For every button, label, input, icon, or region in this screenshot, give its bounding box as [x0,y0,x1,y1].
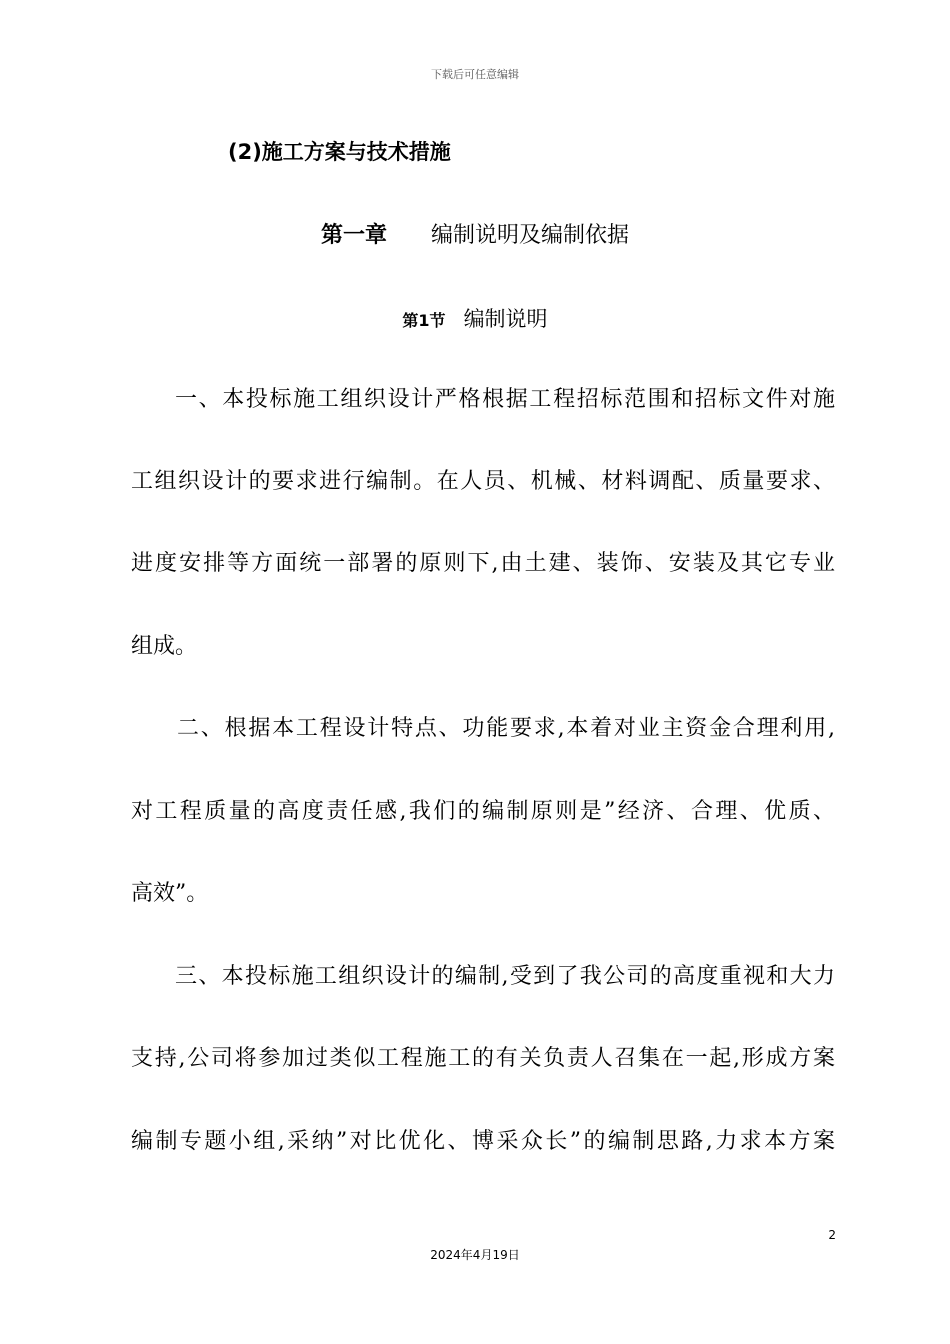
subsection-heading [0,303,950,333]
paragraph-2-line-2: 对工程质量的高度责任感,我们的编制原则是”经济、合理、优质、 [131,799,835,824]
paragraph-1-line-3: 进度安排等方面统一部署的原则下,由土建、装饰、安装及其它专业 [131,551,835,576]
paragraph-3-line-3: 编制专题小组,采纳”对比优化、博采众长”的编制思路,力求本方案 [131,1129,835,1154]
paragraph-1-line-2: 工组织设计的要求进行编制。在人员、机械、材料调配、质量要求、 [131,469,835,494]
paragraph-1-line-1: 一、本投标施工组织设计严格根据工程招标范围和招标文件对施 [175,387,835,412]
chapter-title: 编制说明及编制依据 [431,223,630,248]
chapter-number: 第一章 [320,223,387,248]
subsection-number: 第1节 [402,311,446,330]
paragraph-2-line-3: 高效”。 [131,881,209,906]
paragraph-3-line-2: 支持,公司将参加过类似工程施工的有关负责人召集在一起,形成方案 [131,1046,835,1071]
paragraph-2-line-1: 二、根据本工程设计特点、功能要求,本着对业主资金合理利用, [177,716,835,741]
page-number: 2 [828,1228,836,1242]
subsection-title: 编制说明 [463,307,548,331]
footer-date: 2024年4月19日 [430,1248,520,1262]
paragraph-3-line-1: 三、本投标施工组织设计的编制,受到了我公司的高度重视和大力 [175,964,835,989]
chapter-heading [0,218,950,249]
header-note: 下载后可任意编辑 [431,68,519,81]
paragraph-1-line-4: 组成。 [131,634,198,659]
section-title: (2)施工方案与技术措施 [228,140,451,164]
